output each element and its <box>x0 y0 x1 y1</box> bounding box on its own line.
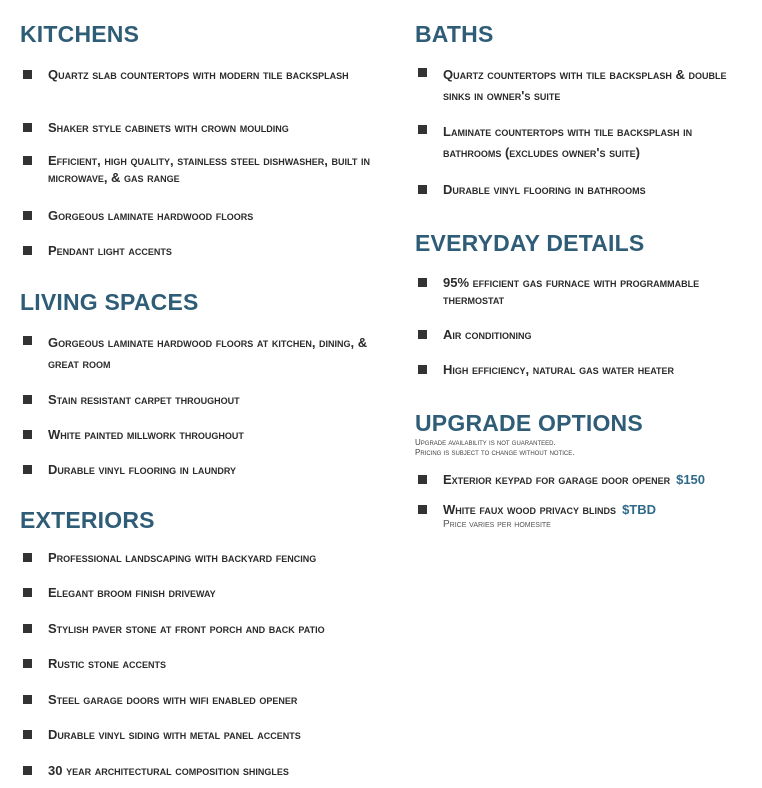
living-spaces-heading: LIVING SPACES <box>20 289 199 315</box>
square-bullet-icon <box>23 588 32 597</box>
everyday-details-section <box>415 230 745 377</box>
square-bullet-icon <box>418 365 427 374</box>
list-item <box>20 391 390 408</box>
list-item <box>415 361 745 378</box>
feature-text: Durable vinyl flooring in laundry <box>48 462 236 477</box>
square-bullet-icon <box>23 395 32 404</box>
feature-text: Gorgeous laminate hardwood floors at kitchen, dining, & great room <box>48 335 368 371</box>
list-item <box>20 461 390 478</box>
list-item <box>20 332 390 374</box>
square-bullet-icon <box>23 430 32 439</box>
list-item <box>20 152 390 186</box>
upgrade-text <box>443 501 745 518</box>
kitchens-section <box>20 21 390 258</box>
feature-text: Durable vinyl flooring in bathrooms <box>443 182 646 197</box>
square-bullet-icon <box>23 70 32 79</box>
feature-text: Shaker style cabinets with crown moulding <box>48 120 289 135</box>
square-bullet-icon <box>23 336 32 345</box>
list-item <box>415 64 745 106</box>
living-spaces-section <box>20 289 390 477</box>
list-item <box>415 181 745 198</box>
upgrade-price: $150 <box>676 472 706 487</box>
feature-text: White painted millwork throughout <box>48 427 244 442</box>
square-bullet-icon <box>23 730 32 739</box>
square-bullet-icon <box>23 465 32 474</box>
upgrade-label: White faux wood privacy blinds <box>443 502 617 517</box>
feature-text: Laminate countertops with tile backsplash in bathrooms (excludes owner's suite) <box>443 124 693 160</box>
square-bullet-icon <box>23 624 32 633</box>
upgrade-disclaimer <box>415 438 745 458</box>
square-bullet-icon <box>23 659 32 668</box>
square-bullet-icon <box>23 553 32 562</box>
square-bullet-icon <box>23 246 32 255</box>
square-bullet-icon <box>23 695 32 704</box>
square-bullet-icon <box>418 68 427 77</box>
upgrade-label: Exterior keypad for garage door opener <box>443 472 671 487</box>
square-bullet-icon <box>23 156 32 165</box>
feature-text: Quartz slab countertops with modern tile backsplash <box>48 67 349 82</box>
list-item <box>20 584 390 601</box>
feature-text: Stylish paver stone at front porch and back patio <box>48 621 325 636</box>
feature-text: Gorgeous laminate hardwood floors <box>48 208 254 223</box>
feature-text: Steel garage doors with wifi enabled opener <box>48 692 298 707</box>
kitchens-heading: KITCHENS <box>20 21 140 47</box>
square-bullet-icon <box>418 185 427 194</box>
feature-text: Durable vinyl siding with metal panel accents <box>48 727 301 742</box>
exteriors-section <box>20 507 390 778</box>
square-bullet-icon <box>418 475 427 484</box>
feature-text: Professional landscaping with backyard fencing <box>48 550 317 565</box>
feature-text: Efficient, high quality, stainless steel dishwasher, built in microwave, & gas range <box>48 153 370 185</box>
feature-text: High efficiency, natural gas water heater <box>443 362 675 377</box>
upgrade-options-section <box>415 410 745 530</box>
feature-text: 30 year architectural composition shingles <box>48 763 289 778</box>
upgrade-text <box>443 471 745 488</box>
list-item <box>20 119 390 136</box>
everyday-details-heading: EVERYDAY DETAILS <box>415 230 645 256</box>
list-item <box>415 121 745 163</box>
square-bullet-icon <box>418 505 427 514</box>
square-bullet-icon <box>23 766 32 775</box>
list-item <box>20 620 390 637</box>
feature-text: Stain resistant carpet throughout <box>48 392 240 407</box>
feature-text: Air conditioning <box>443 327 532 342</box>
square-bullet-icon <box>418 330 427 339</box>
list-item <box>20 726 390 743</box>
list-item <box>20 66 390 83</box>
baths-heading: BATHS <box>415 21 494 47</box>
upgrade-item <box>415 501 745 532</box>
exteriors-heading: EXTERIORS <box>20 507 155 533</box>
disclaimer-line-2: Pricing is subject to change without notice. <box>415 448 575 457</box>
upgrade-item <box>415 471 745 488</box>
feature-text: Rustic stone accents <box>48 656 166 671</box>
list-item <box>20 655 390 672</box>
feature-text: Pendant light accents <box>48 243 172 258</box>
list-item <box>20 426 390 443</box>
feature-text: Quartz countertops with tile backsplash & double sinks in owner's suite <box>443 67 727 103</box>
list-item <box>20 207 390 224</box>
list-item <box>415 274 745 308</box>
upgrade-note: Price varies per homesite <box>443 519 551 530</box>
list-item <box>20 762 390 779</box>
square-bullet-icon <box>418 278 427 287</box>
upgrade-options-heading: UPGRADE OPTIONS <box>415 410 643 436</box>
feature-text: 95% efficient gas furnace with programmable thermostat <box>443 275 700 307</box>
baths-section <box>415 21 745 197</box>
square-bullet-icon <box>418 125 427 134</box>
feature-text: Elegant broom finish driveway <box>48 585 216 600</box>
disclaimer-line-1: Upgrade availability is not guaranteed. <box>415 438 556 447</box>
square-bullet-icon <box>23 123 32 132</box>
list-item <box>20 691 390 708</box>
list-item <box>415 326 745 343</box>
list-item <box>20 242 390 259</box>
square-bullet-icon <box>23 211 32 220</box>
list-item <box>20 549 390 566</box>
upgrade-price: $TBD <box>622 502 657 517</box>
